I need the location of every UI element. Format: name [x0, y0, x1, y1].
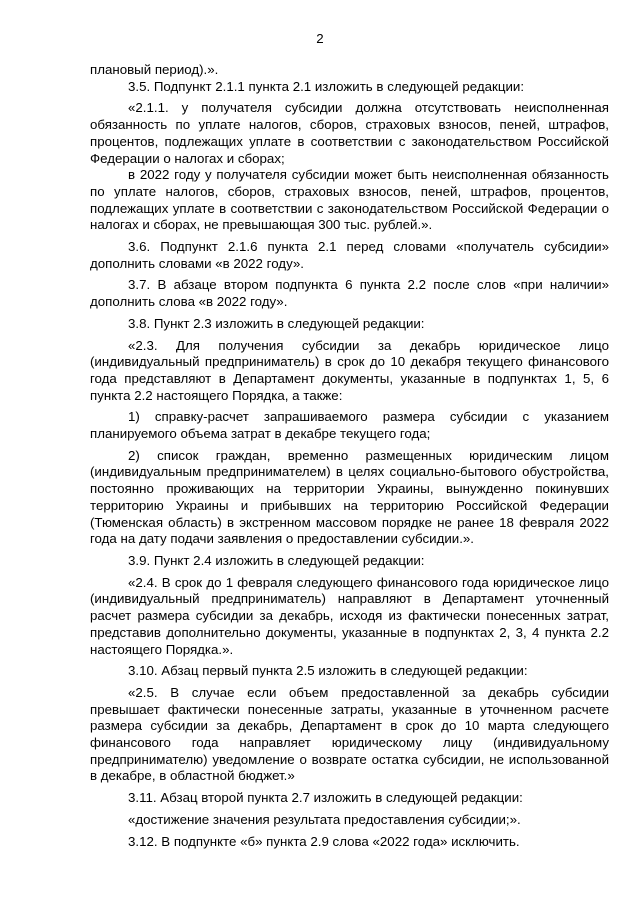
- paragraph-2-3-quote: «2.3. Для получения субсидии за декабрь юридическое лицо (индивидуальный предприниматель) в срок до 10 декабря текущего финансового года представляют в Департамент документы, указанные в подпунктах 1, 5, 6 пункта 2.2 настоящего Порядка, а также:: [90, 337, 609, 403]
- document-body: [90, 62, 609, 855]
- paragraph-3-11: 3.11. Абзац второй пункта 2.7 изложить в следующей редакции:: [128, 790, 523, 806]
- paragraph-3-5: 3.5. Подпункт 2.1.1 пункта 2.1 изложить в следующей редакции:: [128, 78, 525, 94]
- paragraph-2-5-quote: «2.5. В случае если объем предоставленной за декабрь субсидии превышает фактически понесенные затраты, указанные в уточненном расчете размера субсидии за декабрь, Департамент в срок до 10 марта следующего финансового года направляет юридическому лицу (индивидуальному предпринимателю) уведомление о возврате остатка субсидии, не использованной в декабре, в областной бюджет.»: [90, 684, 609, 784]
- paragraph-2-1-1-quote: «2.1.1. у получателя субсидии должна отсутствовать неисполненная обязанность по уплате налогов, сборов, страховых взносов, пеней, штрафов, процентов, подлежащих уплате в соответствии с законодательством Российской Федерации о налогах и сборах;: [90, 100, 609, 166]
- paragraph-continuation: плановый период).».: [90, 62, 219, 77]
- paragraph-3-12: 3.12. В подпункте «б» пункта 2.9 слова «2022 года» исключить.: [128, 833, 520, 849]
- page-number: 2: [316, 31, 324, 46]
- paragraph-3-6: 3.6. Подпункт 2.1.6 пункта 2.1 перед словами «получатель субсидии» дополнить словами «в 2022 году».: [90, 239, 609, 271]
- paragraph-result-quote: «достижение значения результата предоставления субсидии;».: [128, 811, 521, 827]
- paragraph-item-2: 2) список граждан, временно размещенных юридическим лицом (индивидуальным предпринимателем) в целях социально-бытового обустройства, постоянно проживающих на территории Украины, вынужденно покинувших территорию Украины и прибывших на территорию Российской Федерации (Тюменская область) в экстренном массовом порядке не ранее 18 февраля 2022 года на дату подачи заявления о предоставлении субсидии.».: [90, 447, 609, 547]
- paragraph-3-8: 3.8. Пункт 2.3 изложить в следующей редакции:: [128, 315, 425, 331]
- paragraph-2-4-quote: «2.4. В срок до 1 февраля следующего финансового года юридическое лицо (индивидуальный предприниматель) направляют в Департамент уточненный расчет размера субсидии за декабрь, исходя из фактически понесенных затрат, представив дополнительно документы, указанные в подпунктах 2, 3, 4 пункта 2.2 настоящего Порядка.».: [90, 574, 609, 657]
- paragraph-3-7: 3.7. В абзаце втором подпункта 6 пункта 2.2 после слов «при наличии» дополнить слова «в 2022 году».: [90, 277, 609, 310]
- paragraph-3-9: 3.9. Пункт 2.4 изложить в следующей редакции:: [128, 552, 425, 568]
- paragraph-item-1: 1) справку-расчет запрашиваемого размера субсидии с указанием планируемого объема затрат в декабре текущего года;: [90, 409, 609, 442]
- paragraph-2022-exception: в 2022 году у получателя субсидии может быть неисполненная обязанность по уплате налогов, сборов, страховых взносов, пеней, штрафов, процентов, подлежащих уплате в соответствии с законодательством Российской Федерации о налогах и сборах, не превышающая 300 тыс. рублей.».: [90, 167, 609, 233]
- paragraph-3-10: 3.10. Абзац первый пункта 2.5 изложить в следующей редакции:: [128, 663, 528, 679]
